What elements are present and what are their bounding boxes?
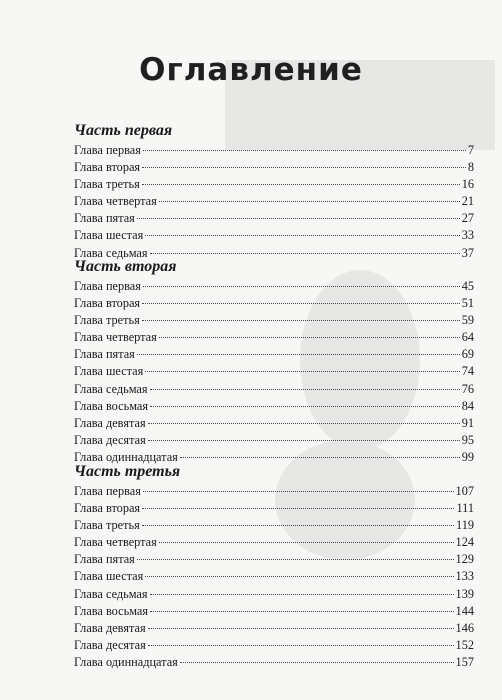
chapter-label: Глава седьмая bbox=[74, 245, 148, 260]
toc-entry[interactable] bbox=[74, 483, 474, 500]
page-number: 139 bbox=[455, 586, 474, 601]
dot-leader bbox=[150, 594, 454, 595]
chapter-label: Глава первая bbox=[74, 143, 141, 157]
page-number: 74 bbox=[461, 364, 474, 379]
dot-leader bbox=[180, 457, 460, 458]
chapter-label: Глава третья bbox=[74, 177, 140, 192]
chapter-label: Глава третья bbox=[74, 518, 140, 533]
toc-entry[interactable] bbox=[74, 603, 474, 620]
dot-leader bbox=[150, 253, 460, 254]
page-number: 64 bbox=[461, 330, 474, 345]
toc-entry[interactable] bbox=[74, 227, 474, 244]
page-number: 133 bbox=[455, 569, 474, 584]
dot-leader bbox=[137, 559, 454, 560]
dot-leader bbox=[159, 337, 460, 338]
toc-entry[interactable] bbox=[74, 586, 474, 603]
table-of-contents bbox=[74, 120, 474, 671]
page-number: 8 bbox=[467, 160, 474, 175]
part-heading: Часть первая bbox=[74, 122, 173, 139]
toc-entry[interactable] bbox=[74, 176, 474, 193]
toc-entry[interactable] bbox=[74, 398, 474, 415]
dot-leader bbox=[142, 303, 460, 304]
page-number: 111 bbox=[456, 501, 474, 516]
chapter-label: Глава вторая bbox=[74, 296, 141, 311]
page-number: 69 bbox=[461, 347, 474, 362]
page-number: 16 bbox=[461, 177, 474, 192]
chapter-label: Глава девятая bbox=[74, 620, 146, 635]
toc-entry[interactable] bbox=[74, 500, 474, 517]
chapter-label: Глава одиннадцатая bbox=[74, 654, 178, 669]
toc-entry[interactable] bbox=[74, 312, 474, 329]
dot-leader bbox=[142, 508, 454, 509]
toc-entry[interactable] bbox=[74, 363, 474, 380]
toc-entry[interactable] bbox=[74, 534, 474, 551]
page-number: 21 bbox=[461, 194, 474, 209]
dot-leader bbox=[137, 354, 460, 355]
toc-entry[interactable] bbox=[74, 551, 474, 568]
toc-entry[interactable] bbox=[74, 517, 474, 534]
chapter-label: Глава седьмая bbox=[74, 381, 148, 396]
toc-entry[interactable] bbox=[74, 159, 474, 176]
page-number: 51 bbox=[461, 296, 474, 311]
dot-leader bbox=[159, 201, 460, 202]
chapter-label: Глава восьмая bbox=[74, 603, 149, 618]
dot-leader bbox=[143, 150, 466, 151]
chapter-label: Глава седьмая bbox=[74, 586, 148, 601]
chapter-label: Глава одиннадцатая bbox=[74, 449, 178, 464]
chapter-label: Глава шестая bbox=[74, 228, 144, 243]
toc-part-2 bbox=[74, 256, 474, 464]
toc-entry[interactable] bbox=[74, 637, 474, 654]
toc-entry[interactable] bbox=[74, 193, 474, 210]
dot-leader bbox=[137, 218, 460, 219]
page-number: 124 bbox=[455, 535, 474, 550]
page-number: 7 bbox=[467, 143, 474, 157]
toc-entry[interactable] bbox=[74, 568, 474, 585]
page-number: 27 bbox=[461, 211, 474, 226]
dot-leader bbox=[145, 576, 453, 577]
toc-entry[interactable] bbox=[74, 295, 474, 312]
page-number: 146 bbox=[455, 620, 474, 635]
toc-entry[interactable] bbox=[74, 210, 474, 227]
dot-leader bbox=[143, 491, 454, 492]
chapter-label: Глава третья bbox=[74, 313, 140, 328]
dot-leader bbox=[150, 406, 460, 407]
part-heading: Часть третья bbox=[74, 463, 181, 480]
chapter-label: Глава вторая bbox=[74, 501, 141, 516]
toc-entry[interactable] bbox=[74, 346, 474, 363]
dot-leader bbox=[148, 423, 460, 424]
page-number: 91 bbox=[461, 415, 474, 430]
part-heading: Часть вторая bbox=[74, 258, 177, 275]
chapter-label: Глава вторая bbox=[74, 160, 141, 175]
toc-entry[interactable] bbox=[74, 415, 474, 432]
dot-leader bbox=[145, 235, 459, 236]
toc-entry[interactable] bbox=[74, 381, 474, 398]
toc-part-3 bbox=[74, 461, 474, 671]
chapter-label: Глава пятая bbox=[74, 552, 135, 567]
chapter-label: Глава шестая bbox=[74, 364, 144, 379]
chapter-label: Глава восьмая bbox=[74, 398, 149, 413]
chapter-label: Глава десятая bbox=[74, 637, 146, 652]
page-number: 129 bbox=[455, 552, 474, 567]
dot-leader bbox=[142, 525, 454, 526]
page-number: 95 bbox=[461, 432, 474, 447]
dot-leader bbox=[145, 371, 459, 372]
page-number: 157 bbox=[455, 654, 474, 669]
toc-entry[interactable] bbox=[74, 620, 474, 637]
chapter-label: Глава первая bbox=[74, 279, 141, 293]
page-number: 119 bbox=[456, 518, 474, 533]
page-title: Оглавление bbox=[139, 52, 363, 88]
dot-leader bbox=[143, 286, 460, 287]
page-number: 152 bbox=[455, 637, 474, 652]
page-number: 84 bbox=[461, 398, 474, 413]
chapter-label: Глава десятая bbox=[74, 432, 146, 447]
dot-leader bbox=[150, 611, 454, 612]
chapter-label: Глава пятая bbox=[74, 211, 135, 226]
chapter-label: Глава девятая bbox=[74, 415, 146, 430]
toc-entry[interactable] bbox=[74, 142, 474, 159]
page-number: 45 bbox=[461, 279, 474, 293]
chapter-label: Глава четвертая bbox=[74, 535, 157, 550]
chapter-label: Глава пятая bbox=[74, 347, 135, 362]
dot-leader bbox=[150, 389, 460, 390]
dot-leader bbox=[148, 628, 454, 629]
page-number: 59 bbox=[461, 313, 474, 328]
dot-leader bbox=[148, 440, 460, 441]
toc-entry[interactable] bbox=[74, 278, 474, 295]
page-number: 107 bbox=[455, 484, 474, 498]
page-number: 144 bbox=[455, 603, 474, 618]
toc-part-1 bbox=[74, 120, 474, 260]
chapter-label: Глава четвертая bbox=[74, 330, 157, 345]
dot-leader bbox=[180, 662, 454, 663]
toc-entry[interactable] bbox=[74, 432, 474, 449]
chapter-label: Глава шестая bbox=[74, 569, 144, 584]
toc-entry[interactable] bbox=[74, 654, 474, 671]
dot-leader bbox=[148, 645, 454, 646]
dot-leader bbox=[142, 320, 460, 321]
toc-entry[interactable] bbox=[74, 329, 474, 346]
chapter-label: Глава первая bbox=[74, 484, 141, 498]
page-number: 99 bbox=[461, 449, 474, 464]
page-number: 76 bbox=[461, 381, 474, 396]
page-number: 37 bbox=[461, 245, 474, 260]
page-number: 33 bbox=[461, 228, 474, 243]
chapter-label: Глава четвертая bbox=[74, 194, 157, 209]
dot-leader bbox=[159, 542, 454, 543]
dot-leader bbox=[142, 167, 466, 168]
dot-leader bbox=[142, 184, 460, 185]
